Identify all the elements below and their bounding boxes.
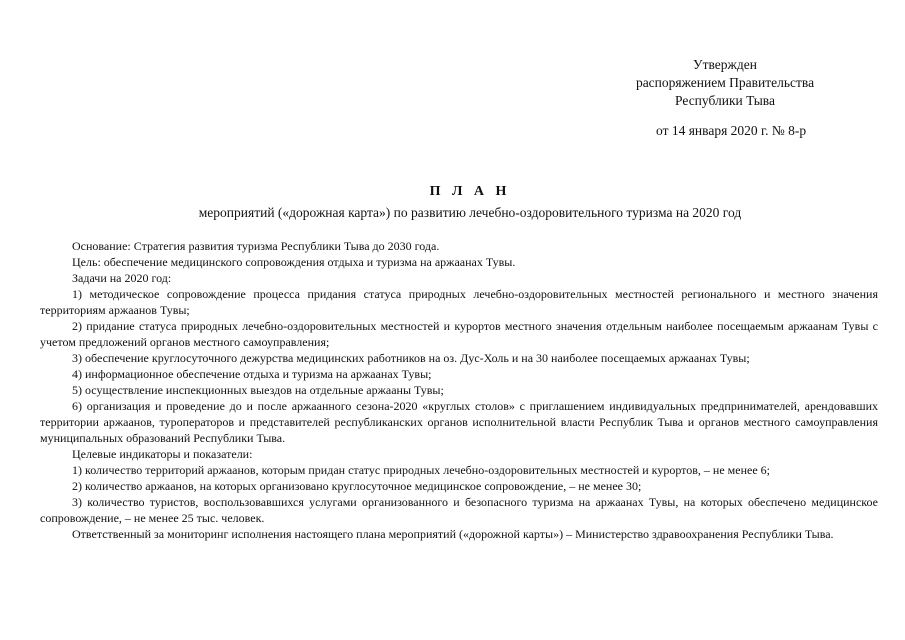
task-item: 1) методическое сопровождение процесса придания статуса природных лечебно-оздоровительных местностей регионального и местного значения территориям аржаанов Тувы; xyxy=(40,287,878,317)
document-subtitle: мероприятий («дорожная карта») по развитию лечебно-оздоровительного туризма на 2020 год xyxy=(198,205,742,220)
approval-block xyxy=(560,56,890,110)
approval-line-order: распоряжением Правительства xyxy=(635,75,815,90)
indicators-heading: Целевые индикаторы и показатели: xyxy=(72,447,253,461)
indicator-item: 2) количество аржаанов, на которых организовано круглосуточное медицинское сопровождение, – не менее 30; xyxy=(72,479,642,493)
responsible-paragraph: Ответственный за мониторинг исполнения настоящего плана мероприятий («дорожной карты») – Министерство здравоохранения Республики Тыва. xyxy=(72,527,834,541)
document-body xyxy=(40,238,878,542)
task-item: 2) придание статуса природных лечебно-оздоровительных местностей и курортов местного значения отдельным наиболее посещаемым аржаанам Тувы с учетом предложений органов местного самоуправления; xyxy=(40,319,878,349)
basis-paragraph: Основание: Стратегия развития туризма Республики Тыва до 2030 года. xyxy=(72,239,440,253)
task-item: 5) осуществление инспекционных выездов на отдельные аржааны Тувы; xyxy=(72,383,444,397)
indicator-item: 1) количество территорий аржаанов, которым придан статус природных лечебно-оздоровительных местностей и курортов, – не менее 6; xyxy=(72,463,771,477)
document-title: П Л А Н xyxy=(429,184,511,199)
task-item: 3) обеспечение круглосуточного дежурства медицинских работников на оз. Дус-Холь и на 30 наиболее посещаемых аржаанах Тувы; xyxy=(72,351,750,365)
approval-date: от 14 января 2020 г. № 8-р xyxy=(656,123,807,138)
tasks-heading: Задачи на 2020 год: xyxy=(72,271,172,285)
goal-paragraph: Цель: обеспечение медицинского сопровождения отдыха и туризма на аржаанах Тувы. xyxy=(72,255,516,269)
approval-line-republic: Республики Тыва xyxy=(675,93,775,108)
task-item: 6) организация и проведение до и после аржаанного сезона-2020 «круглых столов» с приглашением индивидуальных предпринимателей, арендовавших территории аржаанов, туроператоров и представителей республиканских органов исполнительной власти Республик Тыва и органов местного самоуправления муниципальных образований Республики Тыва. xyxy=(40,399,878,445)
task-item: 4) информационное обеспечение отдыха и туризма на аржаанах Тувы; xyxy=(72,367,432,381)
approval-line-approved: Утвержден xyxy=(693,57,757,72)
indicator-item: 3) количество туристов, воспользовавшихся услугами организованного и безопасного туризма на аржаанах Тувы, на которых обеспечено медицинское сопровождение, – не менее 25 тыс. человек. xyxy=(40,495,878,525)
